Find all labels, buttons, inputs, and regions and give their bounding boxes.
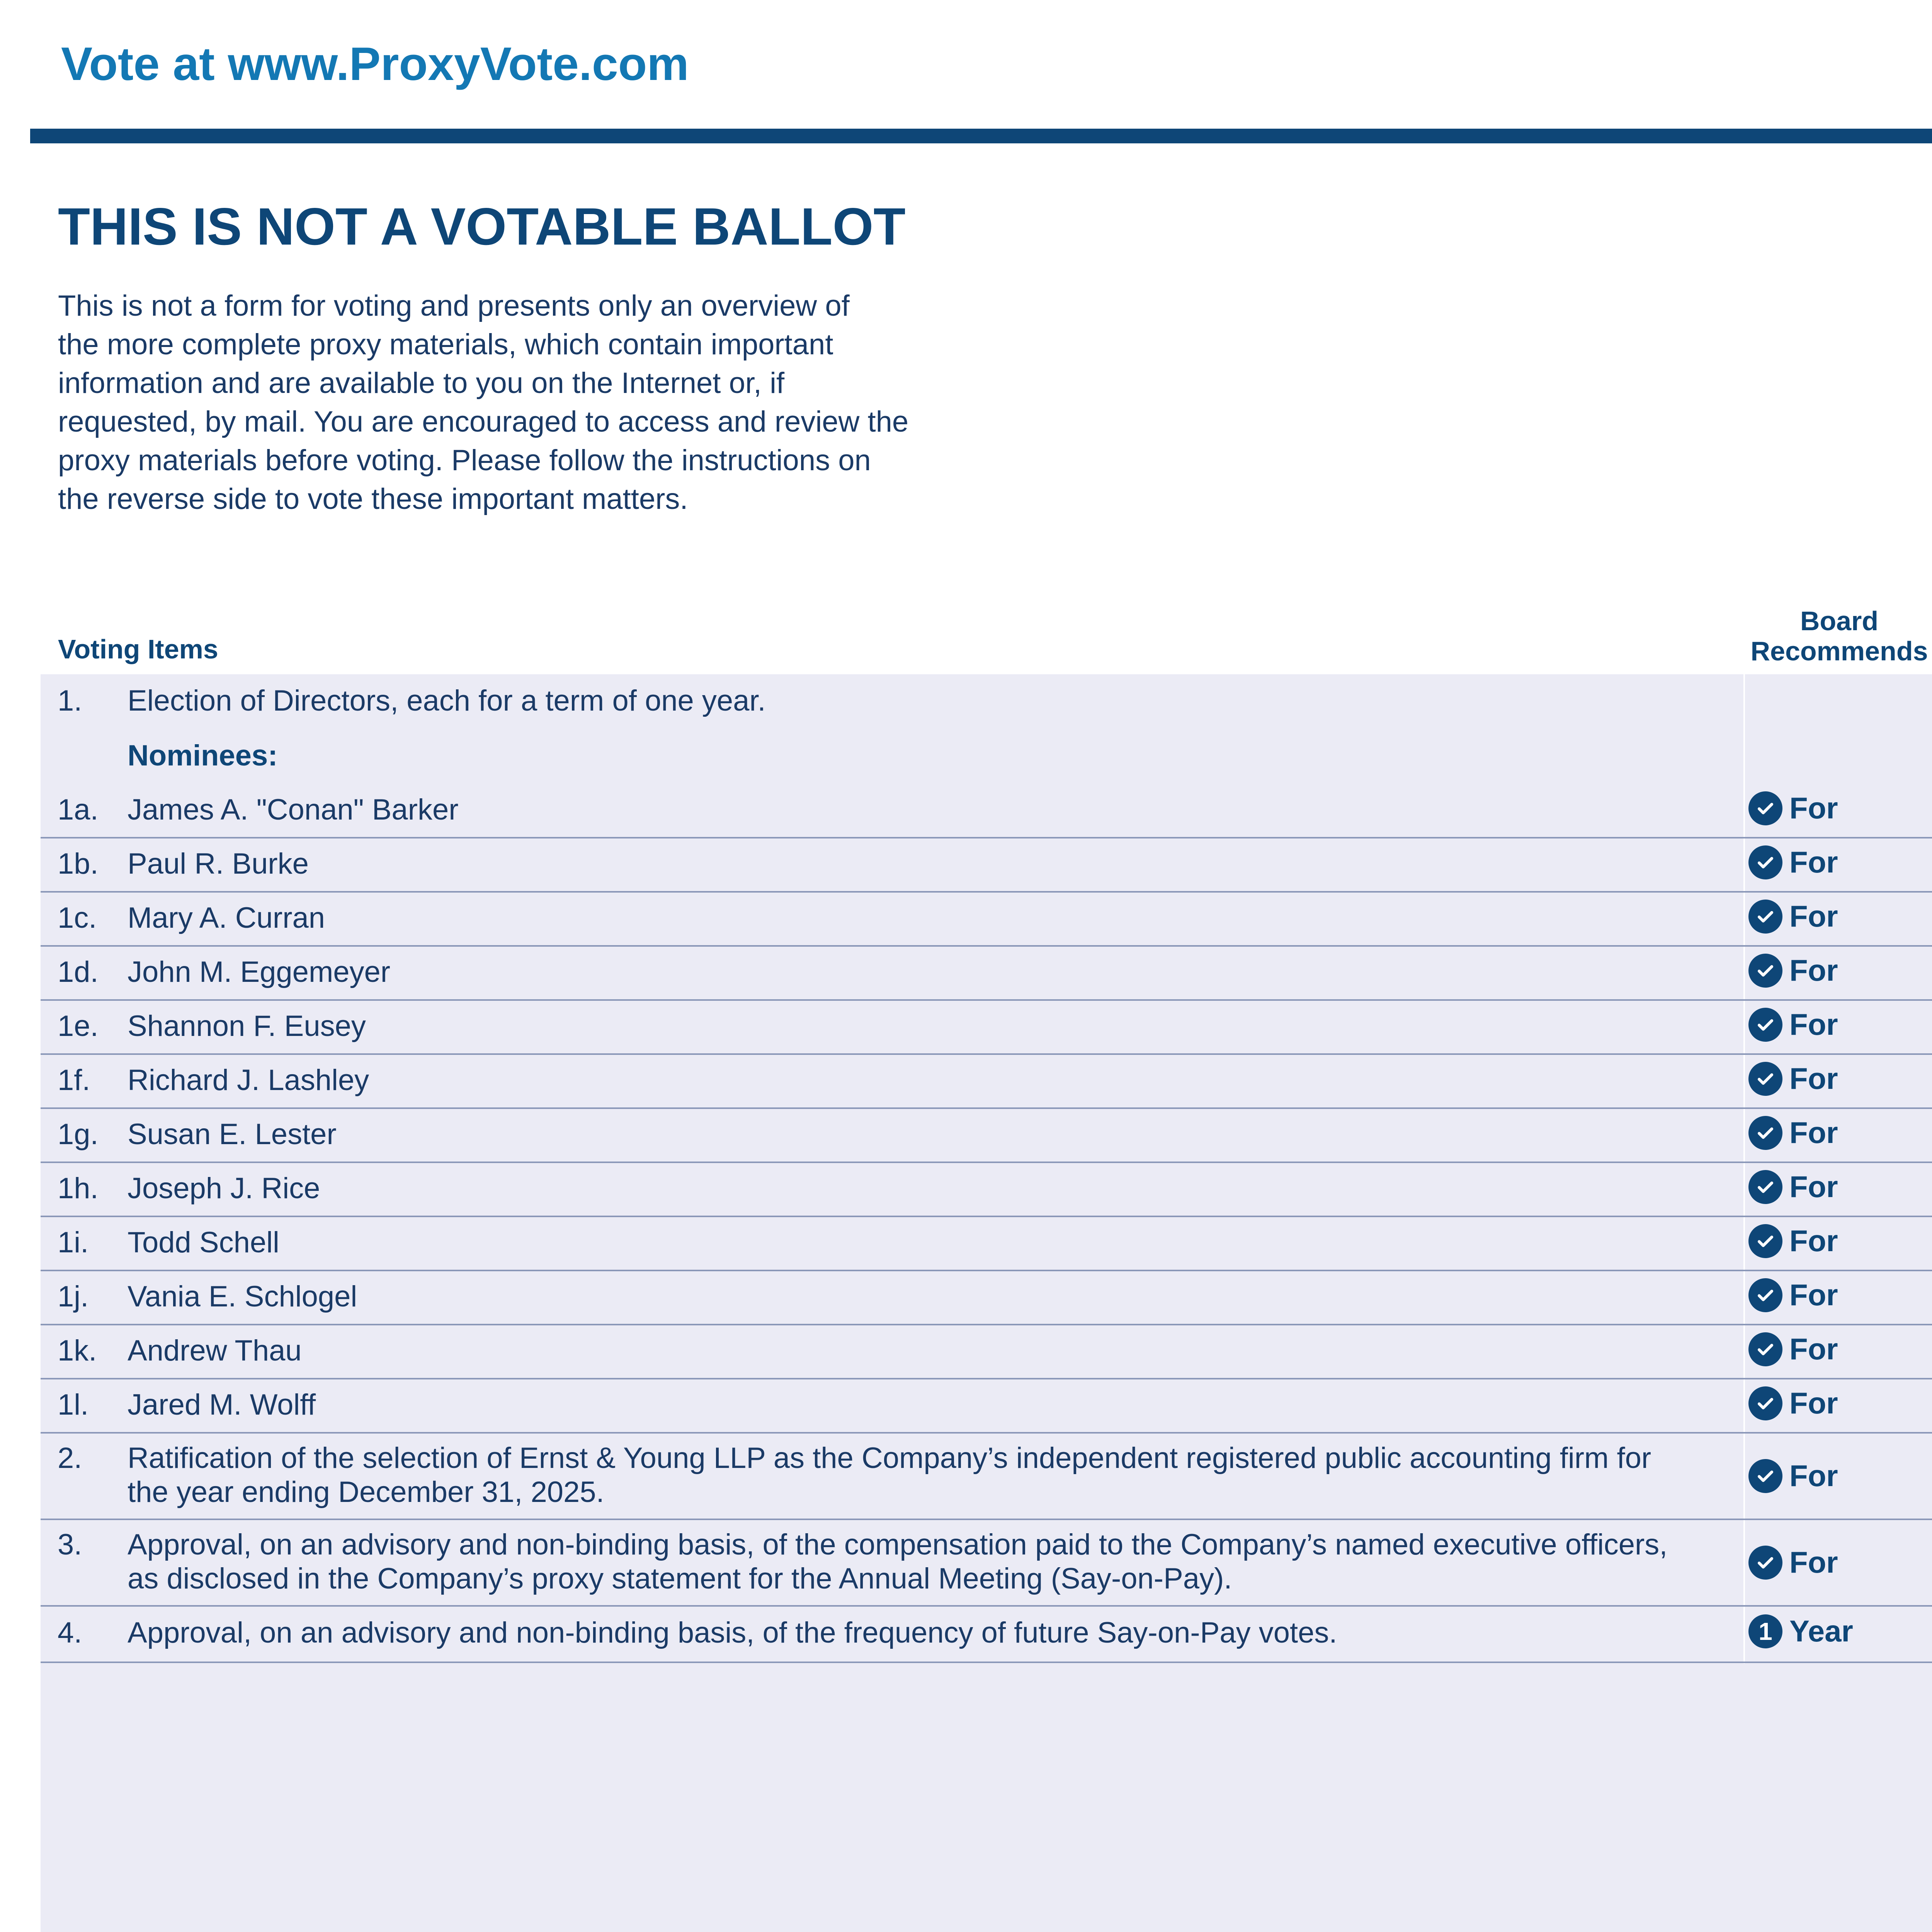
recommendation-label: Year (1789, 1614, 1853, 1648)
nominee-number: 1i. (58, 1226, 89, 1259)
check-circle-icon (1748, 1546, 1782, 1580)
check-circle-icon (1748, 1224, 1782, 1258)
nominee-name: Susan E. Lester (128, 1118, 337, 1151)
intro-line: information and are available to you on the Internet or, if (58, 367, 785, 400)
recommendation (1748, 1386, 1838, 1421)
recommendation-label: For (1789, 1224, 1838, 1258)
nominee-row (41, 1055, 1932, 1109)
nominee-row (41, 1271, 1932, 1325)
check-circle-icon (1748, 1116, 1782, 1150)
check-circle-icon (1748, 1170, 1782, 1204)
nominee-row (41, 1163, 1932, 1217)
nominee-name: Todd Schell (128, 1226, 279, 1259)
nominee-number: 1c. (58, 901, 97, 934)
nominee-name: Shannon F. Eusey (128, 1010, 366, 1043)
intro-line: the reverse side to vote these important matters. (58, 483, 688, 515)
nominee-number: 1g. (58, 1118, 99, 1151)
nominee-name: Jared M. Wolff (128, 1388, 316, 1421)
nominee-row (41, 1217, 1932, 1271)
recommendation (1748, 1332, 1838, 1367)
nominee-name: Joseph J. Rice (128, 1172, 320, 1205)
recommendation-label: For (1789, 1545, 1838, 1579)
proxyvote-link[interactable]: Vote at www.ProxyVote.com (61, 37, 689, 90)
item-text: Election of Directors, each for a term of one year. (128, 684, 766, 717)
check-circle-icon (1748, 1278, 1782, 1312)
recommendation-label: For (1789, 1278, 1838, 1312)
proposal-row (41, 1434, 1932, 1520)
recommendation (1748, 791, 1838, 826)
nominee-number: 1l. (58, 1388, 89, 1421)
intro-paragraph (58, 287, 1024, 519)
nominees-label: Nominees: (128, 739, 278, 772)
check-circle-icon (1748, 1332, 1782, 1366)
nominee-number: 1b. (58, 847, 99, 880)
proposal-text (128, 1528, 1762, 1596)
nominee-name: Andrew Thau (128, 1334, 302, 1367)
intro-line: the more complete proxy materials, which contain important (58, 328, 833, 361)
recommendation (1748, 1115, 1838, 1150)
recommendation (1748, 899, 1838, 934)
recommendation (1748, 1061, 1838, 1096)
recommendation (1748, 1169, 1838, 1204)
check-circle-icon (1748, 791, 1782, 825)
recommendation (1748, 1007, 1838, 1042)
nominee-row (41, 893, 1932, 947)
proposal-line: as disclosed in the Company’s proxy statement for the Annual Meeting (Say-on-Pay). (128, 1562, 1232, 1595)
proposal-text (128, 1441, 1762, 1509)
check-circle-icon (1748, 900, 1782, 934)
proposal-row (41, 1607, 1932, 1663)
check-circle-icon (1748, 1459, 1782, 1493)
nominees-label-row (41, 739, 1932, 774)
nominee-row (41, 1379, 1932, 1434)
recommendation-label: For (1789, 1170, 1838, 1204)
number-one-icon: 1 (1748, 1614, 1782, 1648)
nominee-name: Paul R. Burke (128, 847, 309, 880)
recommendation (1748, 845, 1838, 880)
proposal-text: Approval, on an advisory and non-binding basis, of the frequency of future Say-on-Pay votes. (128, 1616, 1337, 1649)
nominee-row (41, 1001, 1932, 1055)
proposal-line: Ratification of the selection of Ernst & Young LLP as the Company’s independent registered public accounting firm for (128, 1442, 1651, 1475)
nominee-row (41, 838, 1932, 893)
check-circle-icon (1748, 954, 1782, 988)
recommendation (1748, 1277, 1838, 1313)
board-header-line: Recommends (1750, 636, 1928, 666)
nominee-name: Vania E. Schlogel (128, 1280, 357, 1313)
proposal-row (41, 1520, 1932, 1607)
recommendation-label: For (1789, 1459, 1838, 1493)
recommendation-label: For (1789, 1061, 1838, 1095)
proposal-line: Approval, on an advisory and non-binding basis, of the compensation paid to the Company’s named executive officers, (128, 1528, 1668, 1561)
recommendation-label: For (1789, 1007, 1838, 1041)
check-circle-icon (1748, 1008, 1782, 1042)
recommendation-label: For (1789, 791, 1838, 825)
nominee-number: 1h. (58, 1172, 99, 1205)
recommendation (1748, 1614, 1853, 1649)
nominee-number: 1k. (58, 1334, 97, 1367)
recommendation (1748, 1545, 1838, 1580)
nominee-number: 1e. (58, 1010, 99, 1043)
item-1-row (41, 684, 1932, 719)
recommendation-label: For (1789, 845, 1838, 879)
header-divider (30, 129, 1932, 143)
voting-items-header: Voting Items (58, 634, 218, 664)
nominee-name: James A. "Conan" Barker (128, 793, 459, 826)
page-title: THIS IS NOT A VOTABLE BALLOT (58, 197, 906, 256)
nominee-row (41, 777, 1932, 838)
nominee-number: 1a. (58, 793, 99, 826)
intro-line: requested, by mail. You are encouraged to access and review the (58, 405, 909, 438)
recommendation-label: For (1789, 953, 1838, 987)
nominee-row (41, 947, 1932, 1001)
proposal-number: 3. (58, 1528, 82, 1561)
nominee-number: 1d. (58, 956, 99, 988)
intro-line: This is not a form for voting and presents only an overview of (58, 289, 850, 322)
proposal-number: 2. (58, 1442, 82, 1475)
recommendation (1748, 1458, 1838, 1493)
proposal-number: 4. (58, 1616, 82, 1649)
recommendation-label: For (1789, 899, 1838, 933)
check-circle-icon (1748, 1386, 1782, 1420)
intro-line: proxy materials before voting. Please follow the instructions on (58, 444, 871, 477)
nominee-name: Richard J. Lashley (128, 1064, 369, 1097)
board-header-line: Board (1800, 606, 1879, 636)
item-number: 1. (58, 684, 82, 717)
nominee-row (41, 1109, 1932, 1163)
board-recommends-header (1739, 606, 1932, 666)
check-circle-icon (1748, 845, 1782, 879)
nominee-number: 1f. (58, 1064, 90, 1097)
nominee-name: Mary A. Curran (128, 901, 325, 934)
recommendation (1748, 953, 1838, 988)
recommendation-label: For (1789, 1332, 1838, 1366)
nominee-row (41, 1325, 1932, 1379)
recommendation (1748, 1223, 1838, 1259)
recommendation-label: For (1789, 1386, 1838, 1420)
check-circle-icon (1748, 1062, 1782, 1096)
nominee-number: 1j. (58, 1280, 89, 1313)
nominee-name: John M. Eggemeyer (128, 956, 391, 988)
proposal-line: the year ending December 31, 2025. (128, 1476, 604, 1509)
recommendation-label: For (1789, 1116, 1838, 1150)
